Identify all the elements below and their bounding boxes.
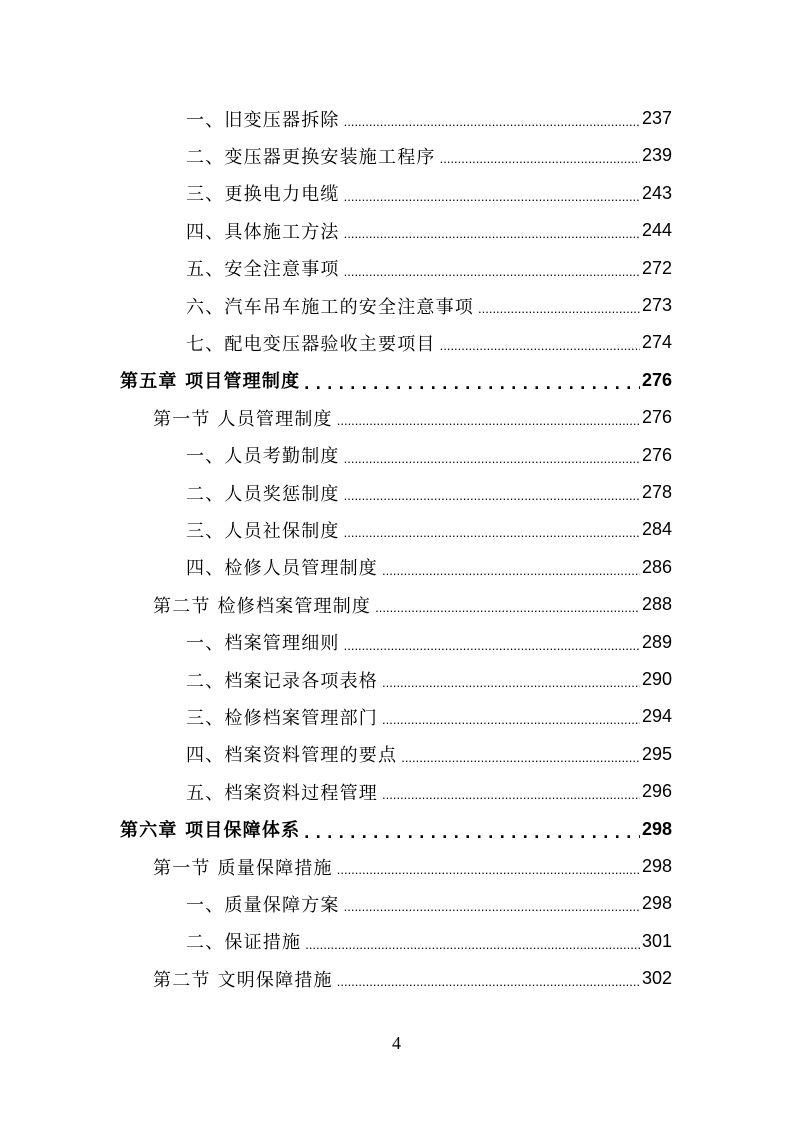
toc-section-label: 第二节 检修档案管理制度 bbox=[153, 595, 372, 617]
toc-entry[interactable] bbox=[186, 549, 672, 586]
leader-dots bbox=[375, 601, 640, 623]
toc-section[interactable] bbox=[153, 848, 672, 885]
toc-entry-label: 六、汽车吊车施工的安全注意事项 bbox=[186, 296, 474, 318]
leader-dots bbox=[382, 713, 640, 735]
toc-entry-label: 一、质量保障方案 bbox=[186, 894, 340, 916]
leader-dots bbox=[478, 302, 640, 324]
leader-dots bbox=[304, 823, 640, 848]
toc-entry-page: 289 bbox=[641, 631, 672, 652]
toc-section-label: 第二节 文明保障措施 bbox=[153, 969, 333, 991]
leader-dots bbox=[337, 414, 640, 436]
leader-dots bbox=[344, 526, 640, 548]
leader-dots bbox=[382, 788, 640, 810]
toc-entry-page: 276 bbox=[641, 444, 672, 465]
toc-entry-page: 273 bbox=[641, 295, 672, 315]
leader-dots bbox=[344, 227, 640, 249]
toc-section[interactable] bbox=[153, 586, 672, 623]
leader-dots bbox=[304, 374, 640, 399]
toc-chapter[interactable] bbox=[120, 811, 672, 848]
toc-entry[interactable] bbox=[186, 324, 672, 361]
leader-dots bbox=[344, 265, 640, 287]
toc-entry[interactable] bbox=[186, 137, 672, 174]
toc-section-page: 298 bbox=[641, 856, 672, 876]
leader-dots bbox=[440, 339, 640, 361]
toc-entry-page: 278 bbox=[641, 482, 672, 502]
toc-section[interactable] bbox=[153, 960, 672, 997]
toc-entry-page: 244 bbox=[641, 220, 672, 241]
toc-entry-page: 290 bbox=[641, 669, 672, 689]
toc-entry[interactable] bbox=[186, 212, 672, 249]
toc-entry-label: 四、档案资料管理的要点 bbox=[186, 745, 398, 767]
toc-entry-label: 二、保证措施 bbox=[186, 932, 302, 954]
toc-entry-label: 四、具体施工方法 bbox=[186, 221, 340, 243]
toc-entry-label: 三、人员社保制度 bbox=[186, 520, 340, 542]
toc-entry-label: 五、安全注意事项 bbox=[186, 259, 340, 281]
toc-section-page: 288 bbox=[641, 594, 672, 615]
toc-entry[interactable] bbox=[186, 885, 672, 922]
leader-dots bbox=[344, 452, 640, 474]
toc-entry-label: 二、档案记录各项表格 bbox=[186, 670, 378, 692]
toc-entry-page: 295 bbox=[641, 743, 672, 764]
toc-entry[interactable] bbox=[186, 437, 672, 474]
toc-entry-label: 四、检修人员管理制度 bbox=[186, 558, 378, 580]
toc-entry-page: 298 bbox=[641, 893, 672, 914]
leader-dots bbox=[382, 564, 640, 586]
toc-entry-label: 七、配电变压器验收主要项目 bbox=[186, 333, 436, 355]
toc-entry[interactable] bbox=[186, 698, 672, 735]
leader-dots bbox=[344, 115, 640, 137]
toc-entry-page: 286 bbox=[641, 556, 672, 577]
toc-entry[interactable] bbox=[186, 773, 672, 810]
leader-dots bbox=[440, 152, 640, 174]
toc-entry-label: 一、档案管理细则 bbox=[186, 633, 340, 655]
toc-section-label: 第一节 人员管理制度 bbox=[153, 408, 333, 430]
toc-entry[interactable] bbox=[186, 175, 672, 212]
leader-dots bbox=[344, 489, 640, 511]
toc-entry-page: 239 bbox=[641, 145, 672, 166]
toc-section-page: 276 bbox=[641, 407, 672, 428]
toc-entry-label: 一、人员考勤制度 bbox=[186, 446, 340, 468]
toc-entry-page: 237 bbox=[641, 108, 672, 128]
toc-entry-label: 一、旧变压器拆除 bbox=[186, 109, 340, 131]
toc-section-page: 302 bbox=[641, 968, 672, 989]
toc-chapter-page: 298 bbox=[641, 818, 672, 839]
toc-section[interactable] bbox=[153, 399, 672, 436]
toc-entry-page: 294 bbox=[641, 706, 672, 727]
toc-entry-page: 296 bbox=[641, 781, 672, 802]
page-number: 4 bbox=[392, 1033, 401, 1053]
leader-dots bbox=[344, 190, 640, 212]
leader-dots bbox=[382, 676, 640, 698]
leader-dots bbox=[337, 975, 640, 997]
toc-chapter-label: 第五章 项目管理制度 bbox=[120, 371, 301, 393]
toc-entry[interactable] bbox=[186, 250, 672, 287]
toc-entry[interactable] bbox=[186, 923, 672, 960]
toc-entry[interactable] bbox=[186, 100, 672, 137]
toc-chapter-page: 276 bbox=[641, 369, 672, 390]
toc-entry[interactable] bbox=[186, 511, 672, 548]
toc-entry[interactable] bbox=[186, 624, 672, 661]
leader-dots bbox=[344, 639, 640, 661]
toc-entry-page: 301 bbox=[641, 930, 672, 951]
toc-entry-label: 三、检修档案管理部门 bbox=[186, 707, 378, 729]
toc-entry-page: 272 bbox=[641, 257, 672, 278]
toc-chapter-label: 第六章 项目保障体系 bbox=[120, 820, 301, 842]
leader-dots bbox=[401, 751, 640, 773]
toc-entry-page: 274 bbox=[641, 332, 672, 353]
toc-entry[interactable] bbox=[186, 474, 672, 511]
leader-dots bbox=[344, 900, 640, 922]
toc-chapter[interactable] bbox=[120, 362, 672, 399]
toc-entry-label: 二、人员奖惩制度 bbox=[186, 483, 340, 505]
toc-entry-page: 284 bbox=[641, 519, 672, 540]
toc-entry[interactable] bbox=[186, 661, 672, 698]
toc-section-label: 第一节 质量保障措施 bbox=[153, 857, 333, 879]
toc-entry-page: 243 bbox=[641, 182, 672, 203]
leader-dots bbox=[337, 863, 640, 885]
toc-entry-label: 五、档案资料过程管理 bbox=[186, 782, 378, 804]
leader-dots bbox=[305, 938, 640, 960]
toc-entry-label: 二、变压器更换安装施工程序 bbox=[186, 146, 436, 168]
toc-entry[interactable] bbox=[186, 287, 672, 324]
toc-entry[interactable] bbox=[186, 736, 672, 773]
toc-entry-label: 三、更换电力电缆 bbox=[186, 184, 340, 206]
